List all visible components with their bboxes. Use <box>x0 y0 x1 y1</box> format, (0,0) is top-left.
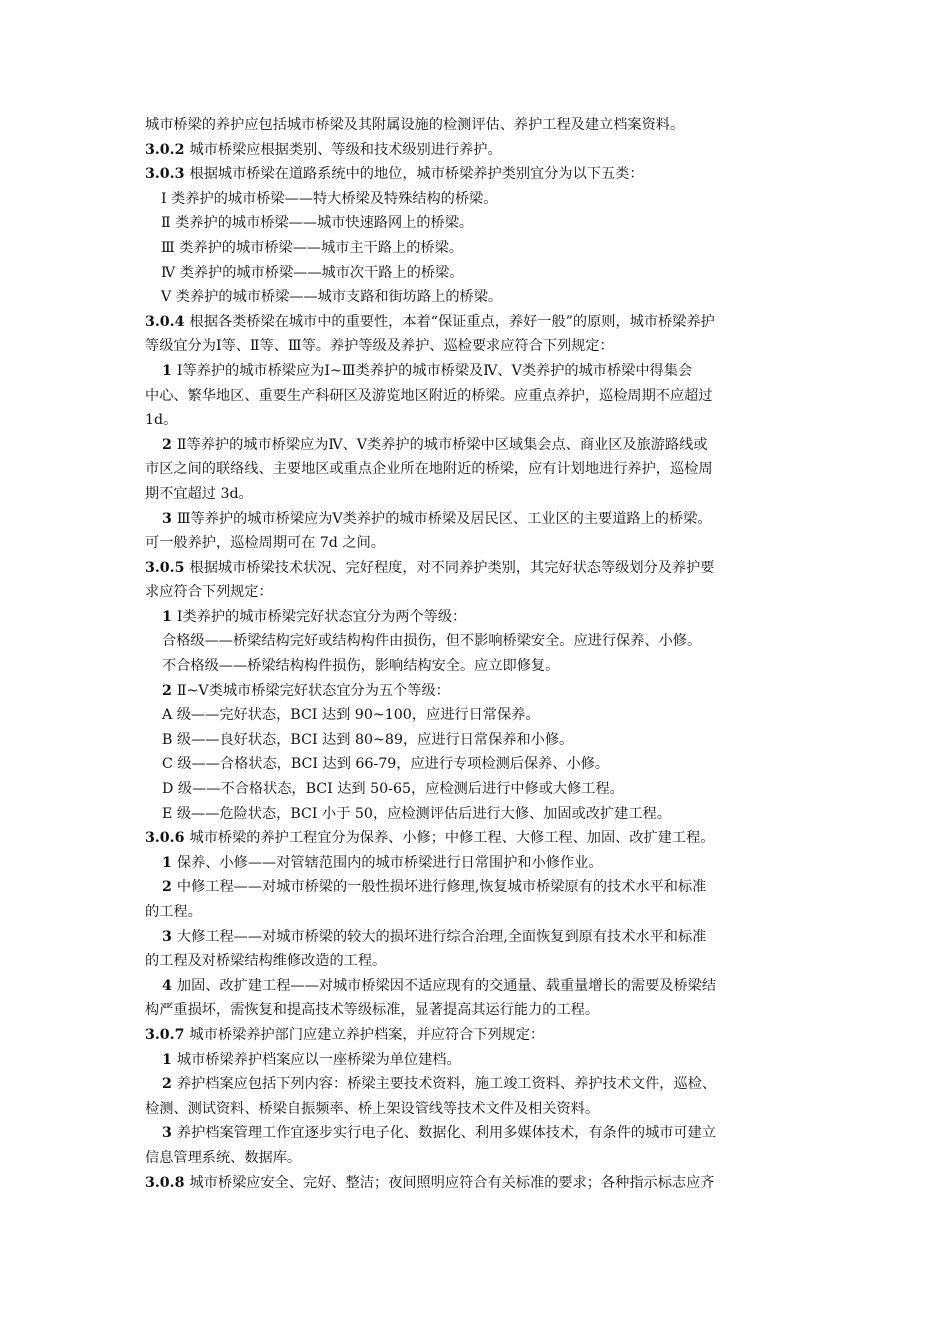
text-line <box>145 482 810 507</box>
line-text: 养护档案管理工作宜逐步实行电子化、数据化、利用多媒体技术，有条件的城市可建立 <box>176 1125 717 1142</box>
text-line <box>145 777 810 802</box>
clause-number: 2 <box>162 1076 172 1093</box>
clause-number: 3.0.4 <box>145 313 185 330</box>
line-text: 中修工程——对城市桥梁的一般性损坏进行修理,恢复城市桥梁原有的技术水平和标准 <box>176 879 707 896</box>
clause-line <box>145 556 810 581</box>
line-text: Ⅰ 类养护的城市桥梁——特大桥梁及特殊结构的桥梁。 <box>161 190 498 207</box>
text-line <box>145 629 810 654</box>
line-text: 信息管理系统、数据库。 <box>145 1149 302 1166</box>
text-line <box>145 384 810 409</box>
line-text: 的工程。 <box>145 904 202 920</box>
line-text: 构严重损坏，需恢复和提高技术等级标准，显著提高其运行能力的工程。 <box>145 1002 600 1019</box>
line-text: Ⅰ等养护的城市桥梁应为Ⅰ~Ⅲ类养护的城市桥梁及Ⅳ、Ⅴ类养护的城市桥梁中得集会 <box>176 362 693 379</box>
clause-number: 3.0.8 <box>145 1174 185 1191</box>
text-line <box>145 802 810 827</box>
line-text: 保养、小修——对管辖范围内的城市桥梁进行日常围护和小修作业。 <box>176 854 603 871</box>
clause-number: 1 <box>162 608 172 625</box>
text-line <box>145 949 810 974</box>
line-text: 期不宜超过 3d。 <box>145 485 253 502</box>
text-line <box>145 113 810 138</box>
line-text: 城市桥梁养护档案应以一座桥梁为单位建档。 <box>176 1051 461 1068</box>
clause-line <box>145 433 810 458</box>
clause-number: 3 <box>162 928 172 945</box>
line-text: Ⅱ等养护的城市桥梁应为Ⅳ、Ⅴ类养护的城市桥梁中区域集会点、商业区及旅游路线或 <box>176 436 708 453</box>
clause-number: 1 <box>162 854 172 871</box>
clause-number: 4 <box>162 977 172 994</box>
clause-number: 2 <box>162 879 172 896</box>
text-line <box>145 211 810 236</box>
text-line <box>145 261 810 286</box>
line-text: Ⅲ等养护的城市桥梁应为Ⅴ类养护的城市桥梁及居民区、工业区的主要道路上的桥梁。 <box>176 510 712 527</box>
clause-line <box>145 1048 810 1073</box>
text-line <box>145 728 810 753</box>
clause-number: 3.0.3 <box>145 166 185 183</box>
text-line <box>145 531 810 556</box>
text-line <box>145 457 810 482</box>
line-text: A 级——完好状态，BCI 达到 90~100，应进行日常保养。 <box>162 707 540 724</box>
clause-line <box>145 359 810 384</box>
line-text: Ⅲ 类养护的城市桥梁——城市主干路上的桥梁。 <box>161 239 463 256</box>
text-line <box>145 580 810 605</box>
text-line <box>145 334 810 359</box>
clause-line <box>145 138 810 163</box>
clause-line <box>145 826 810 851</box>
line-text: Ⅱ 类养护的城市桥梁——城市快速路网上的桥梁。 <box>161 215 474 232</box>
line-text: 养护档案应包括下列内容：桥梁主要技术资料，施工竣工资料、养护技术文件，巡检、 <box>176 1076 717 1093</box>
line-text: 城市桥梁应根据类别、等级和技术级别进行养护。 <box>189 141 502 158</box>
line-text: 城市桥梁应安全、完好、整洁；夜间照明应符合有关标准的要求；各种指示标志应齐 <box>189 1174 715 1191</box>
clause-line <box>145 310 810 335</box>
text-line <box>145 1146 810 1171</box>
text-line <box>145 187 810 212</box>
clause-line <box>145 974 810 999</box>
text-line <box>145 1097 810 1122</box>
line-text: 根据城市桥梁技术状况、完好程度，对不同养护类别，其完好状态等级划分及养护要 <box>189 559 715 576</box>
text-line <box>145 285 810 310</box>
line-text: B 级——良好状态，BCI 达到 80~89，应进行日常保养和小修。 <box>162 731 574 748</box>
line-text: 合格级——桥梁结构完好或结构构件由损伤，但不影响桥梁安全。应进行保养、小修。 <box>162 633 702 650</box>
clause-line <box>145 925 810 950</box>
line-text: 不合格级——桥梁结构构件损伤，影响结构安全。应立即修复。 <box>162 658 560 675</box>
line-text: 市区之间的联络线、主要地区或重点企业所在地附近的桥梁，应有计划地进行养护，巡检周 <box>145 461 713 478</box>
line-text: 求应符合下列规定： <box>145 584 273 601</box>
text-line <box>145 998 810 1023</box>
clause-line <box>145 851 810 876</box>
text-line <box>145 752 810 777</box>
clause-line <box>145 1023 810 1048</box>
clause-line <box>145 162 810 187</box>
line-text: 根据城市桥梁在道路系统中的地位，城市桥梁养护类别宜分为以下五类： <box>189 166 644 183</box>
clause-number: 2 <box>162 682 172 699</box>
line-text: 城市桥梁的养护应包括城市桥梁及其附属设施的检测评估、养护工程及建立档案资料。 <box>145 117 685 133</box>
document-body <box>145 113 810 1195</box>
line-text: 城市桥梁的养护工程宜分为保养、小修；中修工程、大修工程、加固、改扩建工程。 <box>189 830 715 847</box>
clause-line <box>145 679 810 704</box>
clause-line <box>145 507 810 532</box>
clause-line <box>145 1072 810 1097</box>
clause-number: 1 <box>162 362 172 379</box>
line-text: D 级——不合格状态，BCI 达到 50-65，应检测后进行中修或大修工程。 <box>162 781 624 798</box>
line-text: 检测、测试资料、桥梁自振频率、桥上架设管线等技术文件及相关资料。 <box>145 1100 600 1117</box>
line-text: 的工程及对桥梁结构维修改造的工程。 <box>145 953 387 970</box>
line-text: Ⅳ 类养护的城市桥梁——城市次干路上的桥梁。 <box>161 264 464 281</box>
line-text: 1d。 <box>145 412 178 429</box>
text-line <box>145 654 810 679</box>
text-line <box>145 900 810 925</box>
line-text: 中心、繁华地区、重要生产科研区及游览地区附近的桥梁。应重点养护，巡检周期不应超过 <box>145 387 713 404</box>
clause-number: 1 <box>162 1051 172 1068</box>
line-text: Ⅴ 类养护的城市桥梁——城市支路和街坊路上的桥梁。 <box>161 289 503 306</box>
line-text: 等级宜分为Ⅰ等、Ⅱ等、Ⅲ等。养护等级及养护、巡检要求应符合下列规定： <box>145 338 614 355</box>
line-text: 可一般养护，巡检周期可在 7d 之间。 <box>145 535 385 552</box>
line-text: 城市桥梁养护部门应建立养护档案，并应符合下列规定： <box>189 1026 545 1043</box>
line-text: 加固、改扩建工程——对城市桥梁因不适应现有的交通量、载重量增长的需要及桥梁结 <box>176 977 717 994</box>
clause-line <box>145 605 810 630</box>
clause-number: 3.0.5 <box>145 559 185 576</box>
line-text: Ⅰ类养护的城市桥梁完好状态宜分为两个等级： <box>176 608 467 625</box>
clause-number: 3.0.2 <box>145 141 185 158</box>
clause-number: 3 <box>162 510 172 527</box>
clause-line <box>145 1121 810 1146</box>
text-line <box>145 236 810 261</box>
clause-line <box>145 1171 810 1196</box>
clause-line <box>145 875 810 900</box>
line-text: Ⅱ~Ⅴ类城市桥梁完好状态宜分为五个等级： <box>176 682 450 699</box>
line-text: 大修工程——对城市桥梁的较大的损坏进行综合治理,全面恢复到原有技术水平和标准 <box>176 928 707 945</box>
line-text: E 级——危险状态，BCI 小于 50，应检测评估后进行大修、加固或改扩建工程。 <box>162 805 671 822</box>
text-line <box>145 703 810 728</box>
clause-number: 3 <box>162 1125 172 1142</box>
clause-number: 3.0.7 <box>145 1026 185 1043</box>
text-line <box>145 408 810 433</box>
line-text: C 级——合格状态，BCI 达到 66-79，应进行专项检测后保养、小修。 <box>162 756 610 773</box>
clause-number: 2 <box>162 436 172 453</box>
clause-number: 3.0.6 <box>145 830 185 847</box>
line-text: 根据各类桥梁在城市中的重要性，本着“保证重点，养好一般”的原则，城市桥梁养护 <box>189 313 715 330</box>
